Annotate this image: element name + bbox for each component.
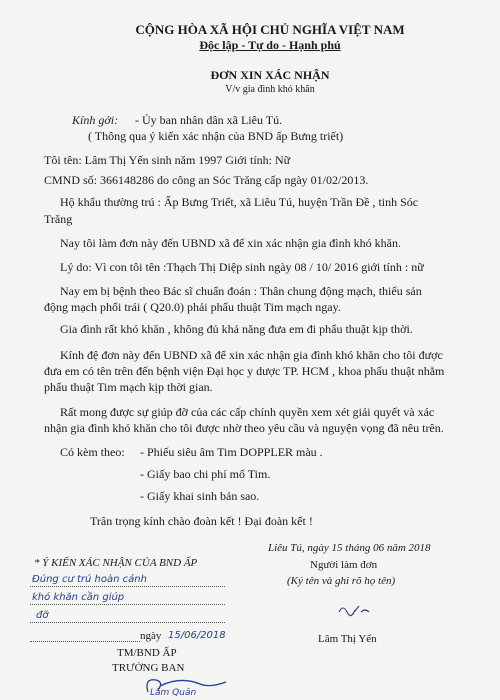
body-request-1: Kính đệ đơn này đến UBND xã để xin xác nhận gia đình khó khăn cho tôi được <box>60 348 443 362</box>
body-plea-1: Rất mong được sự giúp đỡ của các cấp chính quyền xem xét giải quyết và xác <box>60 405 435 419</box>
attachments-label: Có kèm theo: <box>60 445 125 459</box>
body-request-3: phẩu thuật Tim mạch kịp thời gian. <box>44 380 213 394</box>
applicant-signed-name: Lâm Thị Yến <box>318 633 377 645</box>
hamlet-note-1: Đúng cư trú hoàn cảnh <box>32 574 147 585</box>
recipient-label: Kính gởi: <box>72 113 119 127</box>
recipient-to: - Ủy ban nhân dân xã Liêu Tú. <box>135 113 283 127</box>
applicant-address-line1: Hộ khẩu thường trú : Ấp Bưng Triết, xã Liêu Tú, huyện Trần Đề , tinh Sóc <box>60 195 419 209</box>
attachment-item-3: - Giấy khai sinh bản sao. <box>140 489 260 503</box>
body-diagnosis-2: động mạch phổi trái ( Q20.0) phải phẩu thuật Tim mạch ngay. <box>44 300 341 314</box>
country-header: CỘNG HÒA XÃ HỘI CHỦ NGHĨA VIỆT NAM <box>135 22 405 37</box>
hamlet-note-3: đỡ <box>36 610 49 621</box>
body-request-2: đưa em có tên trên đến bệnh viện Đại học y dược TP. HCM , khoa phẩu thuật nhằm <box>44 364 445 378</box>
hamlet-note-2: khó khăn cần giúp <box>32 592 125 603</box>
applicant-id-line: CMND số: 366148286 do công an Sóc Trăng cấp ngày 01/02/2013. <box>44 173 369 187</box>
body-diagnosis-1: Nay em bị bệnh theo Bác sĩ chuẩn đoán : Thân chung động mạch, thiểu sản <box>60 284 422 298</box>
motto-header: Độc lập - Tự do - Hạnh phú <box>199 38 341 52</box>
body-hardship: Gia đình rất khó khăn , không đủ khả năng đưa em đi phẩu thuật kịp thời. <box>60 322 413 336</box>
hamlet-confirm-label: * Ý KIẾN XÁC NHẬN CỦA BND ẤP <box>34 557 198 569</box>
applicant-role: Người làm đơn <box>310 559 378 571</box>
applicant-address-line2: Trăng <box>44 212 73 226</box>
applicant-name-line: Tôi tên: Lâm Thị Yến sinh năm 1997 Giới tính: Nữ <box>44 153 291 167</box>
hamlet-date: 15/06/2018 <box>168 630 226 641</box>
hamlet-org: TM/BND ẤP <box>117 647 177 659</box>
body-reason: Lý do: Vì con tôi tên :Thạch Thị Diệp sinh ngày 08 / 10/ 2016 giới tính : nữ <box>60 260 424 274</box>
place-date: Liêu Tú, ngày 15 tháng 06 năm 2018 <box>268 542 431 554</box>
attachment-item-1: - Phiếu siêu âm Tim DOPPLER màu . <box>140 445 323 459</box>
document-subject: V/v gia đình khó khăn <box>225 84 315 95</box>
hamlet-signed-name: Lâm Quân <box>150 688 197 698</box>
body-intro: Nay tôi làm đơn này đến UBND xã để xin xác nhận gia đình khó khăn. <box>60 236 401 250</box>
closing-line: Trân trọng kính chào đoàn kết ! Đại đoàn kết ! <box>90 514 313 528</box>
recipient-via: ( Thông qua ý kiến xác nhận của BND ấp Bưng triết) <box>88 129 344 143</box>
hamlet-date-prefix: ngày <box>140 630 162 642</box>
applicant-sign-hint: (Ký tên và ghi rõ họ tên) <box>287 575 396 587</box>
hamlet-role: TRƯỞNG BAN <box>112 662 185 674</box>
document-title: ĐƠN XIN XÁC NHẬN <box>210 68 330 82</box>
body-plea-2: nhận gia đình khó khăn cho tôi được nhờ theo yêu cầu và nguyện vọng đã nêu trên. <box>44 421 444 435</box>
attachment-item-2: - Giấy bao chi phí mổ Tim. <box>140 467 271 481</box>
applicant-signature-mark <box>335 598 375 622</box>
